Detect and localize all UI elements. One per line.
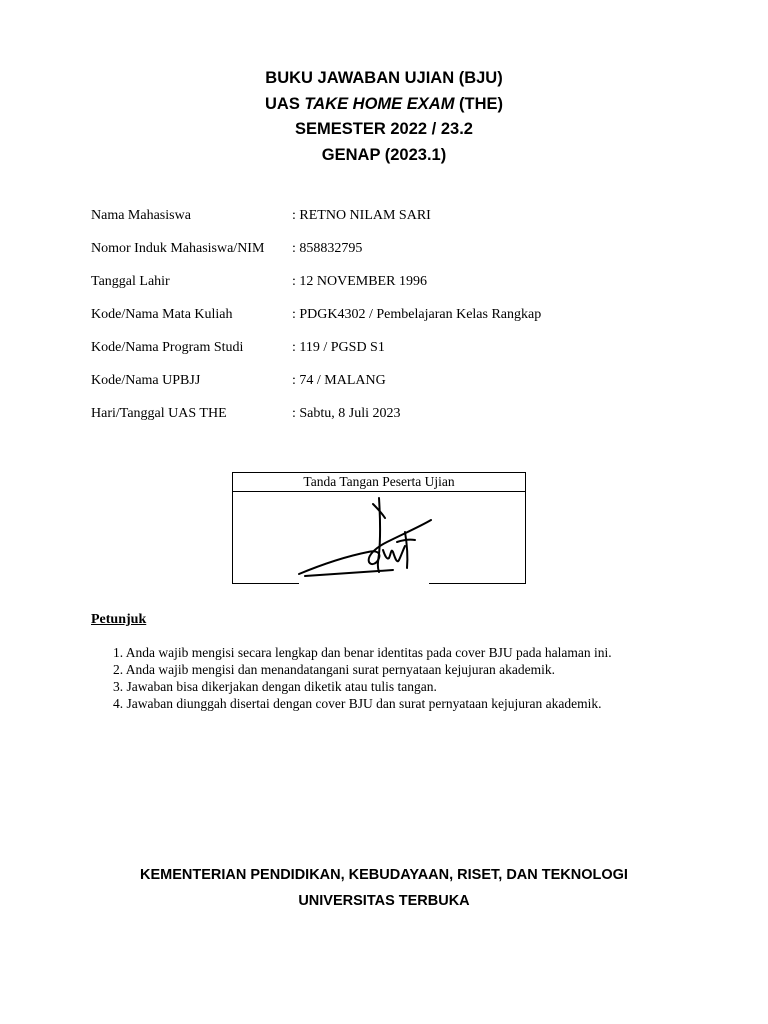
identity-label: Nomor Induk Mahasiswa/NIM xyxy=(91,241,265,256)
title-line-2-suffix: (THE) xyxy=(454,94,504,113)
ministry-name: KEMENTERIAN PENDIDIKAN, KEBUDAYAAN, RISET, DAN TEKNOLOGI xyxy=(140,867,628,883)
identity-row-program-studi xyxy=(91,336,711,369)
instruction-item: 3. Jawaban bisa dikerjakan dengan diketik atau tulis tangan. xyxy=(113,679,437,694)
instruction-item: 4. Jawaban diunggah disertai dengan cover BJU dan surat pernyataan kejujuran akademik. xyxy=(113,696,602,711)
instructions-list xyxy=(113,644,693,712)
identity-label: Kode/Nama Mata Kuliah xyxy=(91,307,233,322)
title-line-3: SEMESTER 2022 / 23.2 xyxy=(295,120,473,138)
identity-label: Tanggal Lahir xyxy=(91,274,170,289)
handwritten-signature xyxy=(293,494,443,582)
identity-row-hari-tanggal xyxy=(91,402,711,435)
identity-value: : 74 / MALANG xyxy=(292,373,386,388)
university-name: UNIVERSITAS TERBUKA xyxy=(298,892,470,909)
title-line-2 xyxy=(0,92,768,118)
identity-section xyxy=(91,204,711,435)
instructions-section xyxy=(91,610,711,711)
identity-label: Nama Mahasiswa xyxy=(91,208,191,223)
identity-value: : Sabtu, 8 Juli 2023 xyxy=(292,406,401,421)
identity-row-mata-kuliah xyxy=(91,303,711,336)
title-line-1: BUKU JAWABAN UJIAN (BJU) xyxy=(265,69,503,87)
instruction-item: 1. Anda wajib mengisi secara lengkap dan benar identitas pada cover BJU pada halaman ini. xyxy=(113,645,612,660)
instructions-heading: Petunjuk xyxy=(91,612,147,627)
instruction-item: 2. Anda wajib mengisi dan menandatangani surat pernyataan kejujuran akademik. xyxy=(113,662,555,677)
identity-label: Kode/Nama Program Studi xyxy=(91,340,244,355)
identity-label: Hari/Tanggal UAS THE xyxy=(91,406,227,421)
identity-value: : 12 NOVEMBER 1996 xyxy=(292,274,427,289)
document-title xyxy=(0,66,768,168)
title-line-2-prefix: UAS xyxy=(264,94,305,113)
signature-caption: Tanda Tangan Peserta Ujian xyxy=(233,473,525,492)
identity-value: : 858832795 xyxy=(292,241,363,256)
title-line-4: GENAP (2023.1) xyxy=(321,145,447,164)
identity-value: : PDGK4302 / Pembelajaran Kelas Rangkap xyxy=(292,307,542,322)
institution-footer xyxy=(0,863,768,914)
identity-label: Kode/Nama UPBJJ xyxy=(91,373,201,388)
signature-area xyxy=(233,492,525,583)
signature-box xyxy=(232,472,526,584)
identity-value: : 119 / PGSD S1 xyxy=(292,340,385,355)
identity-row-upbjj xyxy=(91,369,711,402)
title-line-2-italic: TAKE HOME EXAM xyxy=(304,94,455,113)
identity-row-nama xyxy=(91,204,711,237)
identity-row-nim xyxy=(91,237,711,270)
identity-row-tanggal-lahir xyxy=(91,270,711,303)
identity-value: : RETNO NILAM SARI xyxy=(292,208,431,223)
